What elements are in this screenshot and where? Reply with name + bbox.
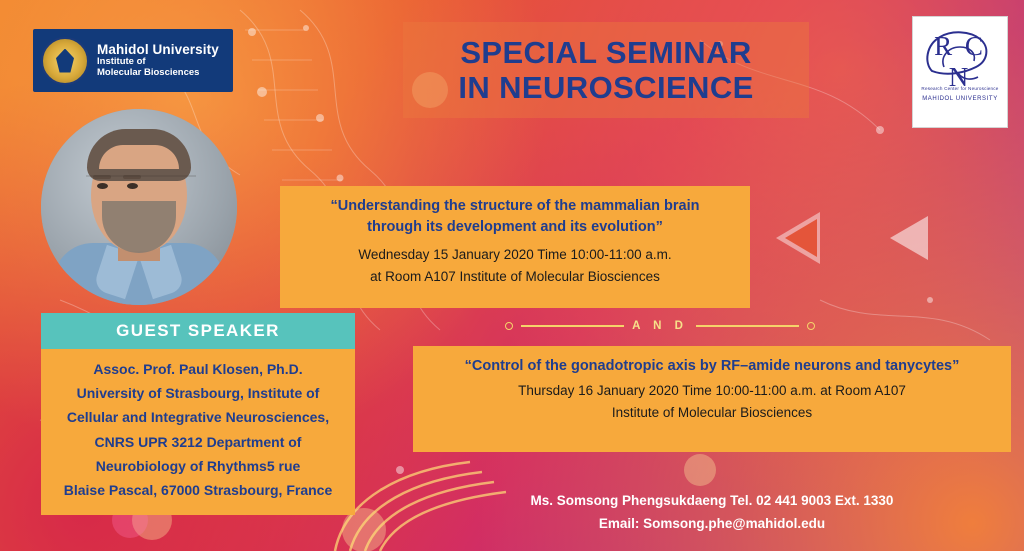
talk-two-card (413, 346, 1011, 452)
guest-speaker-details (41, 349, 355, 515)
talk-two-title: “Control of the gonadotropic axis by RF–amide neurons and tanycytes” (464, 358, 960, 374)
poster-title-banner (403, 22, 809, 118)
guest-speaker-heading-label: GUEST SPEAKER (116, 321, 280, 340)
divider-dot-right (807, 322, 815, 330)
and-divider (505, 318, 815, 334)
mahidol-university-logo (33, 29, 233, 92)
triangle-solid-decoration (890, 216, 928, 260)
talk-one-title-line2: through its development and its evolution” (367, 219, 663, 236)
speaker-line-6: Blaise Pascal, 67000 Strasbourg, France (63, 482, 333, 499)
title-line-1: SPECIAL SEMINAR (460, 34, 752, 70)
speaker-line-4: CNRS UPR 3212 Department of (94, 433, 302, 450)
speaker-line-5: Neurobiology of Rhythms5 rue (95, 457, 301, 474)
talk-two-detail-line2: Institute of Molecular Biosciences (611, 404, 813, 420)
divider-dot-left (505, 322, 513, 330)
title-line-2: IN NEUROSCIENCE (458, 70, 754, 105)
talk-two-details (413, 374, 1011, 423)
talk-one-detail-line2: at Room A107 Institute of Molecular Biosciences (370, 268, 660, 284)
university-unit-line2: Molecular Biosciences (97, 67, 200, 79)
divider-line-left (521, 325, 624, 327)
portrait-hair (87, 129, 191, 181)
talk-one-card (280, 186, 750, 308)
speaker-line-2: University of Strasbourg, Institute of (76, 385, 320, 402)
rcn-letters: R C N (934, 31, 986, 92)
portrait-glasses (86, 175, 196, 199)
triangle-outline-decoration (820, 212, 864, 264)
speaker-line-1: Assoc. Prof. Paul Klosen, Ph.D. (93, 361, 303, 377)
university-name: Mahidol University (97, 42, 219, 58)
talk-one-title (280, 186, 750, 238)
mahidol-seal-icon (41, 37, 89, 85)
rcn-logo (912, 16, 1008, 128)
contact-email-line: Email: Somsong.phe@mahidol.edu (598, 515, 826, 531)
talk-one-detail-line1: Wednesday 15 January 2020 Time 10:00-11:00 a.m. (358, 247, 672, 263)
divider-line-right (696, 325, 799, 327)
contact-phone-line: Ms. Somsong Phengsukdaeng Tel. 02 441 9003 Ext. 1330 (530, 493, 894, 508)
talk-two-detail-line1: Thursday 16 January 2020 Time 10:00-11:00 a.m. at Room A107 (518, 383, 906, 398)
rcn-caption: Research Center for Neuroscience (921, 86, 999, 91)
mahidol-logo-text (97, 42, 219, 78)
speaker-portrait (41, 109, 237, 305)
university-unit-line1: Institute of (97, 56, 146, 68)
divider-label: A N D (632, 320, 688, 332)
talk-one-title-line1: “Understanding the structure of the mammalian brain (330, 198, 700, 214)
talk-one-details (280, 238, 750, 287)
contact-block (413, 490, 1011, 536)
guest-speaker-heading (41, 313, 355, 349)
speaker-line-3: Cellular and Integrative Neurosciences, (66, 409, 330, 426)
rcn-affiliation: MAHIDOL UNIVERSITY (922, 96, 998, 102)
